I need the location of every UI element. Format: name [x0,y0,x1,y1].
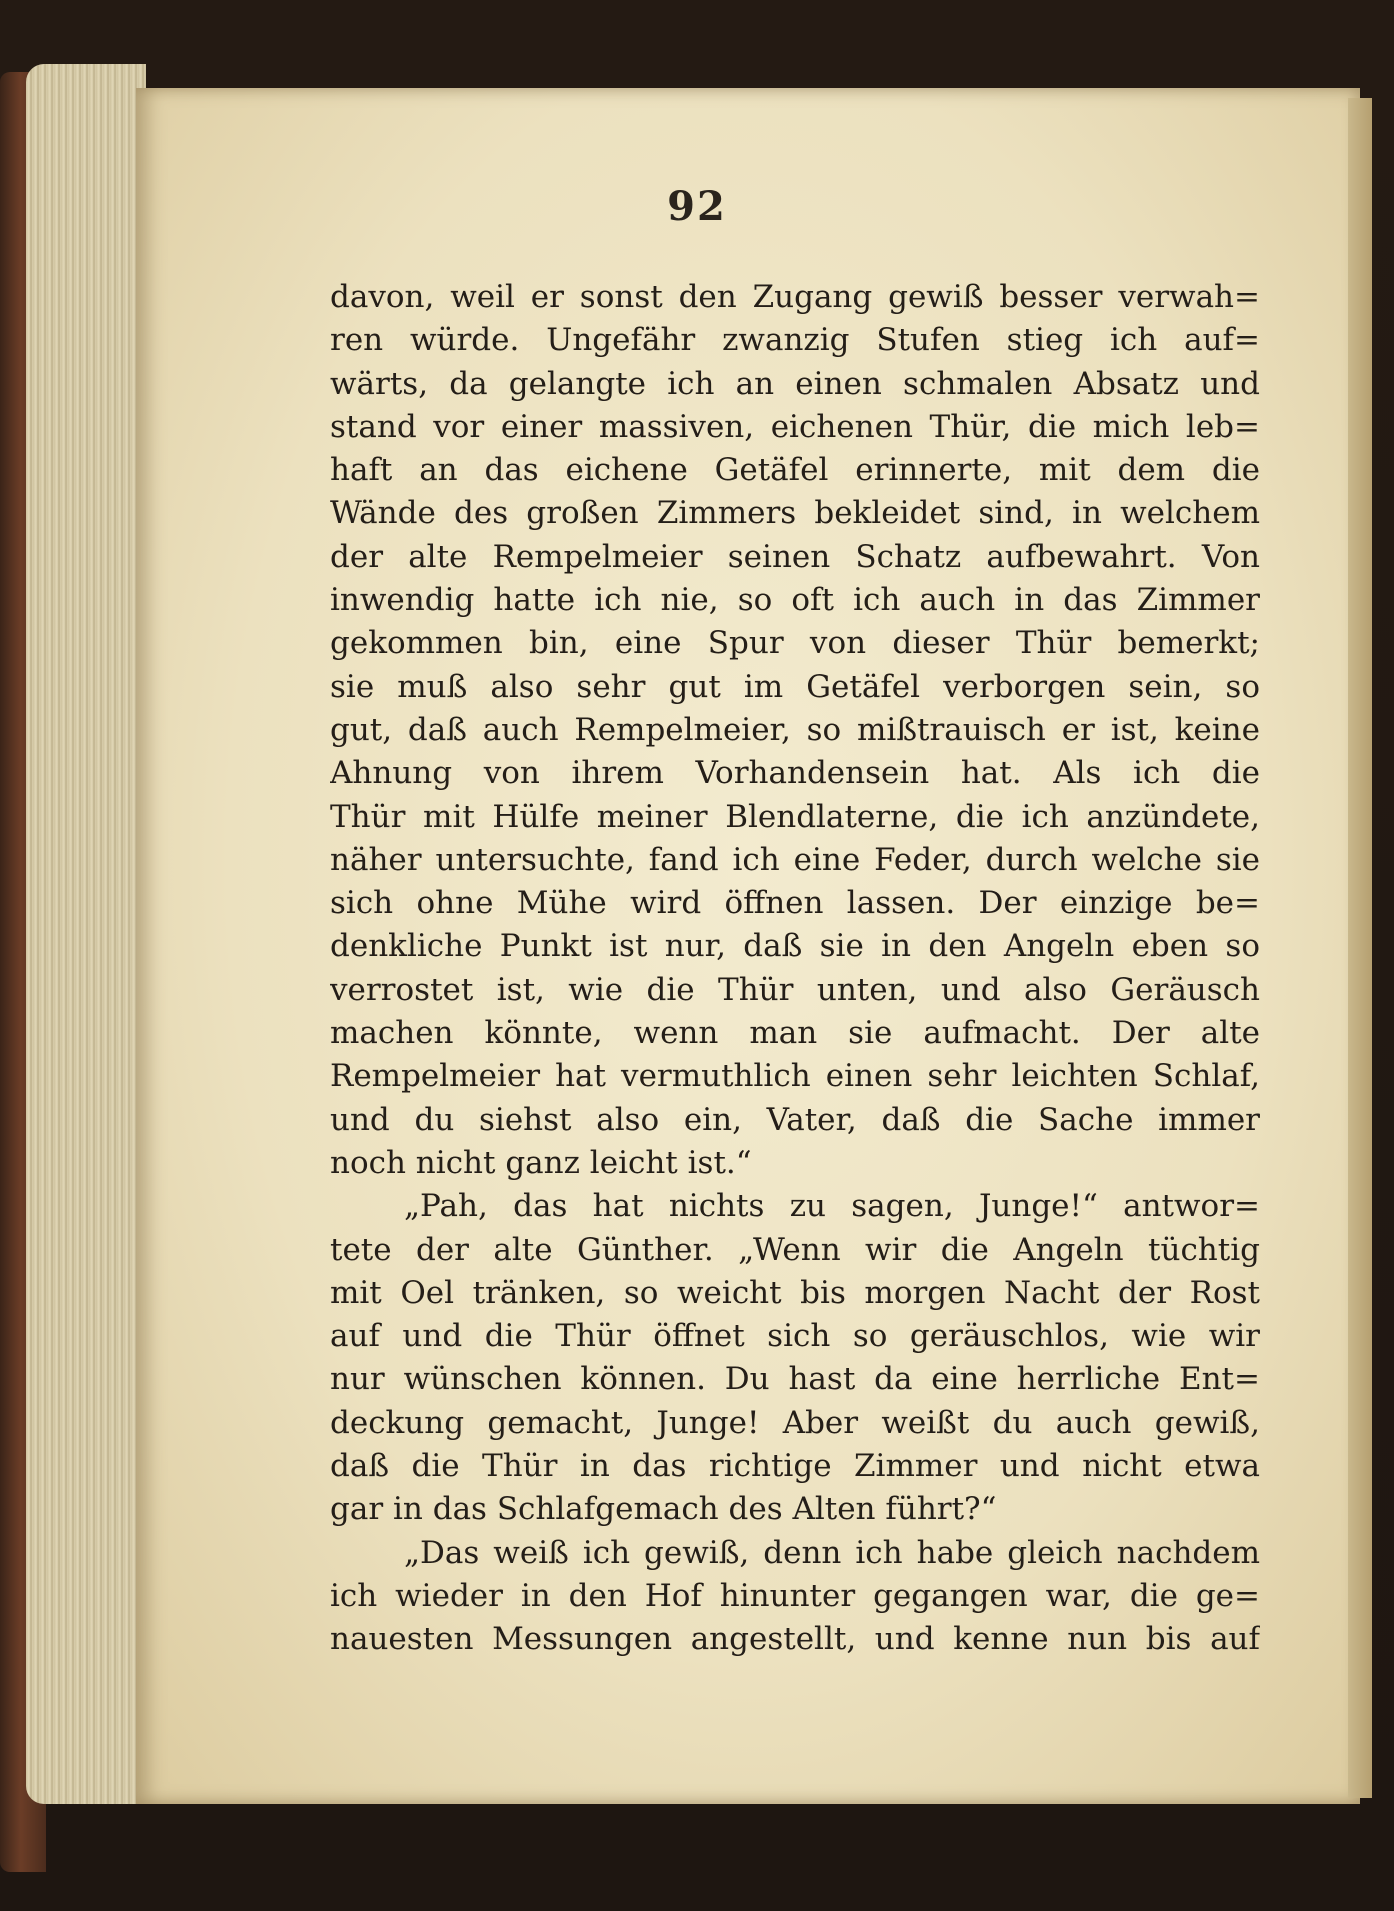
body-text [330,276,1260,1662]
text-line: ren würde. Ungefähr zwanzig Stufen stieg ich auf= [330,322,1260,359]
text-line: Wände des großen Zimmers bekleidet sind, in welchem [330,495,1260,532]
text-line: denkliche Punkt ist nur, daß sie in den Angeln eben so [330,928,1260,965]
text-line: gut, daß auch Rempelmeier, so mißtrauisch er ist, keine [330,711,1260,748]
stacked-page-edges [26,64,146,1804]
text-line: näher untersuchte, fand ich eine Feder, durch welche sie [330,841,1260,878]
text-line: sie muß also sehr gut im Getäfel verborgen sein, so [330,668,1260,705]
text-line: haft an das eichene Getäfel erinnerte, mit dem die [330,452,1260,489]
text-line: „Das weiß ich gewiß, denn ich habe gleich nachdem [404,1534,1260,1571]
text-line: nauesten Messungen angestellt, und kenne nun bis auf [330,1621,1260,1658]
text-line: davon, weil er sonst den Zugang gewiß besser verwah= [330,279,1260,315]
text-line: tete der alte Günther. „Wenn wir die Angeln tüchtig [330,1231,1260,1268]
text-line: mit Oel tränken, so weicht bis morgen Nacht der Rost [330,1274,1260,1311]
text-line: stand vor einer massiven, eichenen Thür, die mich leb= [330,408,1260,445]
page-right-edge [1348,98,1372,1798]
text-line: ich wieder in den Hof hinunter gegangen war, die ge= [330,1577,1260,1614]
text-line: machen könnte, wenn man sie aufmacht. Der alte [330,1015,1260,1052]
text-line: deckung gemacht, Junge! Aber weißt du auch gewiß, [330,1404,1260,1441]
text-line: verrostet ist, wie die Thür unten, und also Geräusch [330,971,1260,1008]
page-number: 92 [667,183,727,230]
text-line: inwendig hatte ich nie, so oft ich auch in das Zimmer [330,582,1260,619]
text-line: gar in das Schlafgemach des Alten führt?“ [330,1491,997,1528]
text-line: nur wünschen können. Du hast da eine herrliche Ent= [330,1361,1260,1398]
text-line: Thür mit Hülfe meiner Blendlaterne, die ich anzündete, [330,798,1260,835]
text-line: und du siehst also ein, Vater, daß die Sache immer [330,1101,1260,1138]
text-line: noch nicht ganz leicht ist.“ [330,1144,752,1181]
text-line: wärts, da gelangte ich an einen schmalen Absatz und [330,365,1260,402]
text-line: Ahnung von ihrem Vorhandensein hat. Als ich die [330,755,1260,792]
text-line: der alte Rempelmeier seinen Schatz aufbewahrt. Von [330,538,1260,575]
text-line: „Pah, das hat nichts zu sagen, Junge!“ antwor= [404,1188,1260,1225]
text-line: Rempelmeier hat vermuthlich einen sehr leichten Schlaf, [330,1058,1260,1095]
text-line: gekommen bin, eine Spur von dieser Thür bemerkt; [330,625,1260,662]
text-line: daß die Thür in das richtige Zimmer und nicht etwa [330,1448,1260,1485]
text-line: sich ohne Mühe wird öffnen lassen. Der einzige be= [330,885,1260,922]
text-line: auf und die Thür öffnet sich so geräuschlos, wie wir [330,1318,1260,1355]
